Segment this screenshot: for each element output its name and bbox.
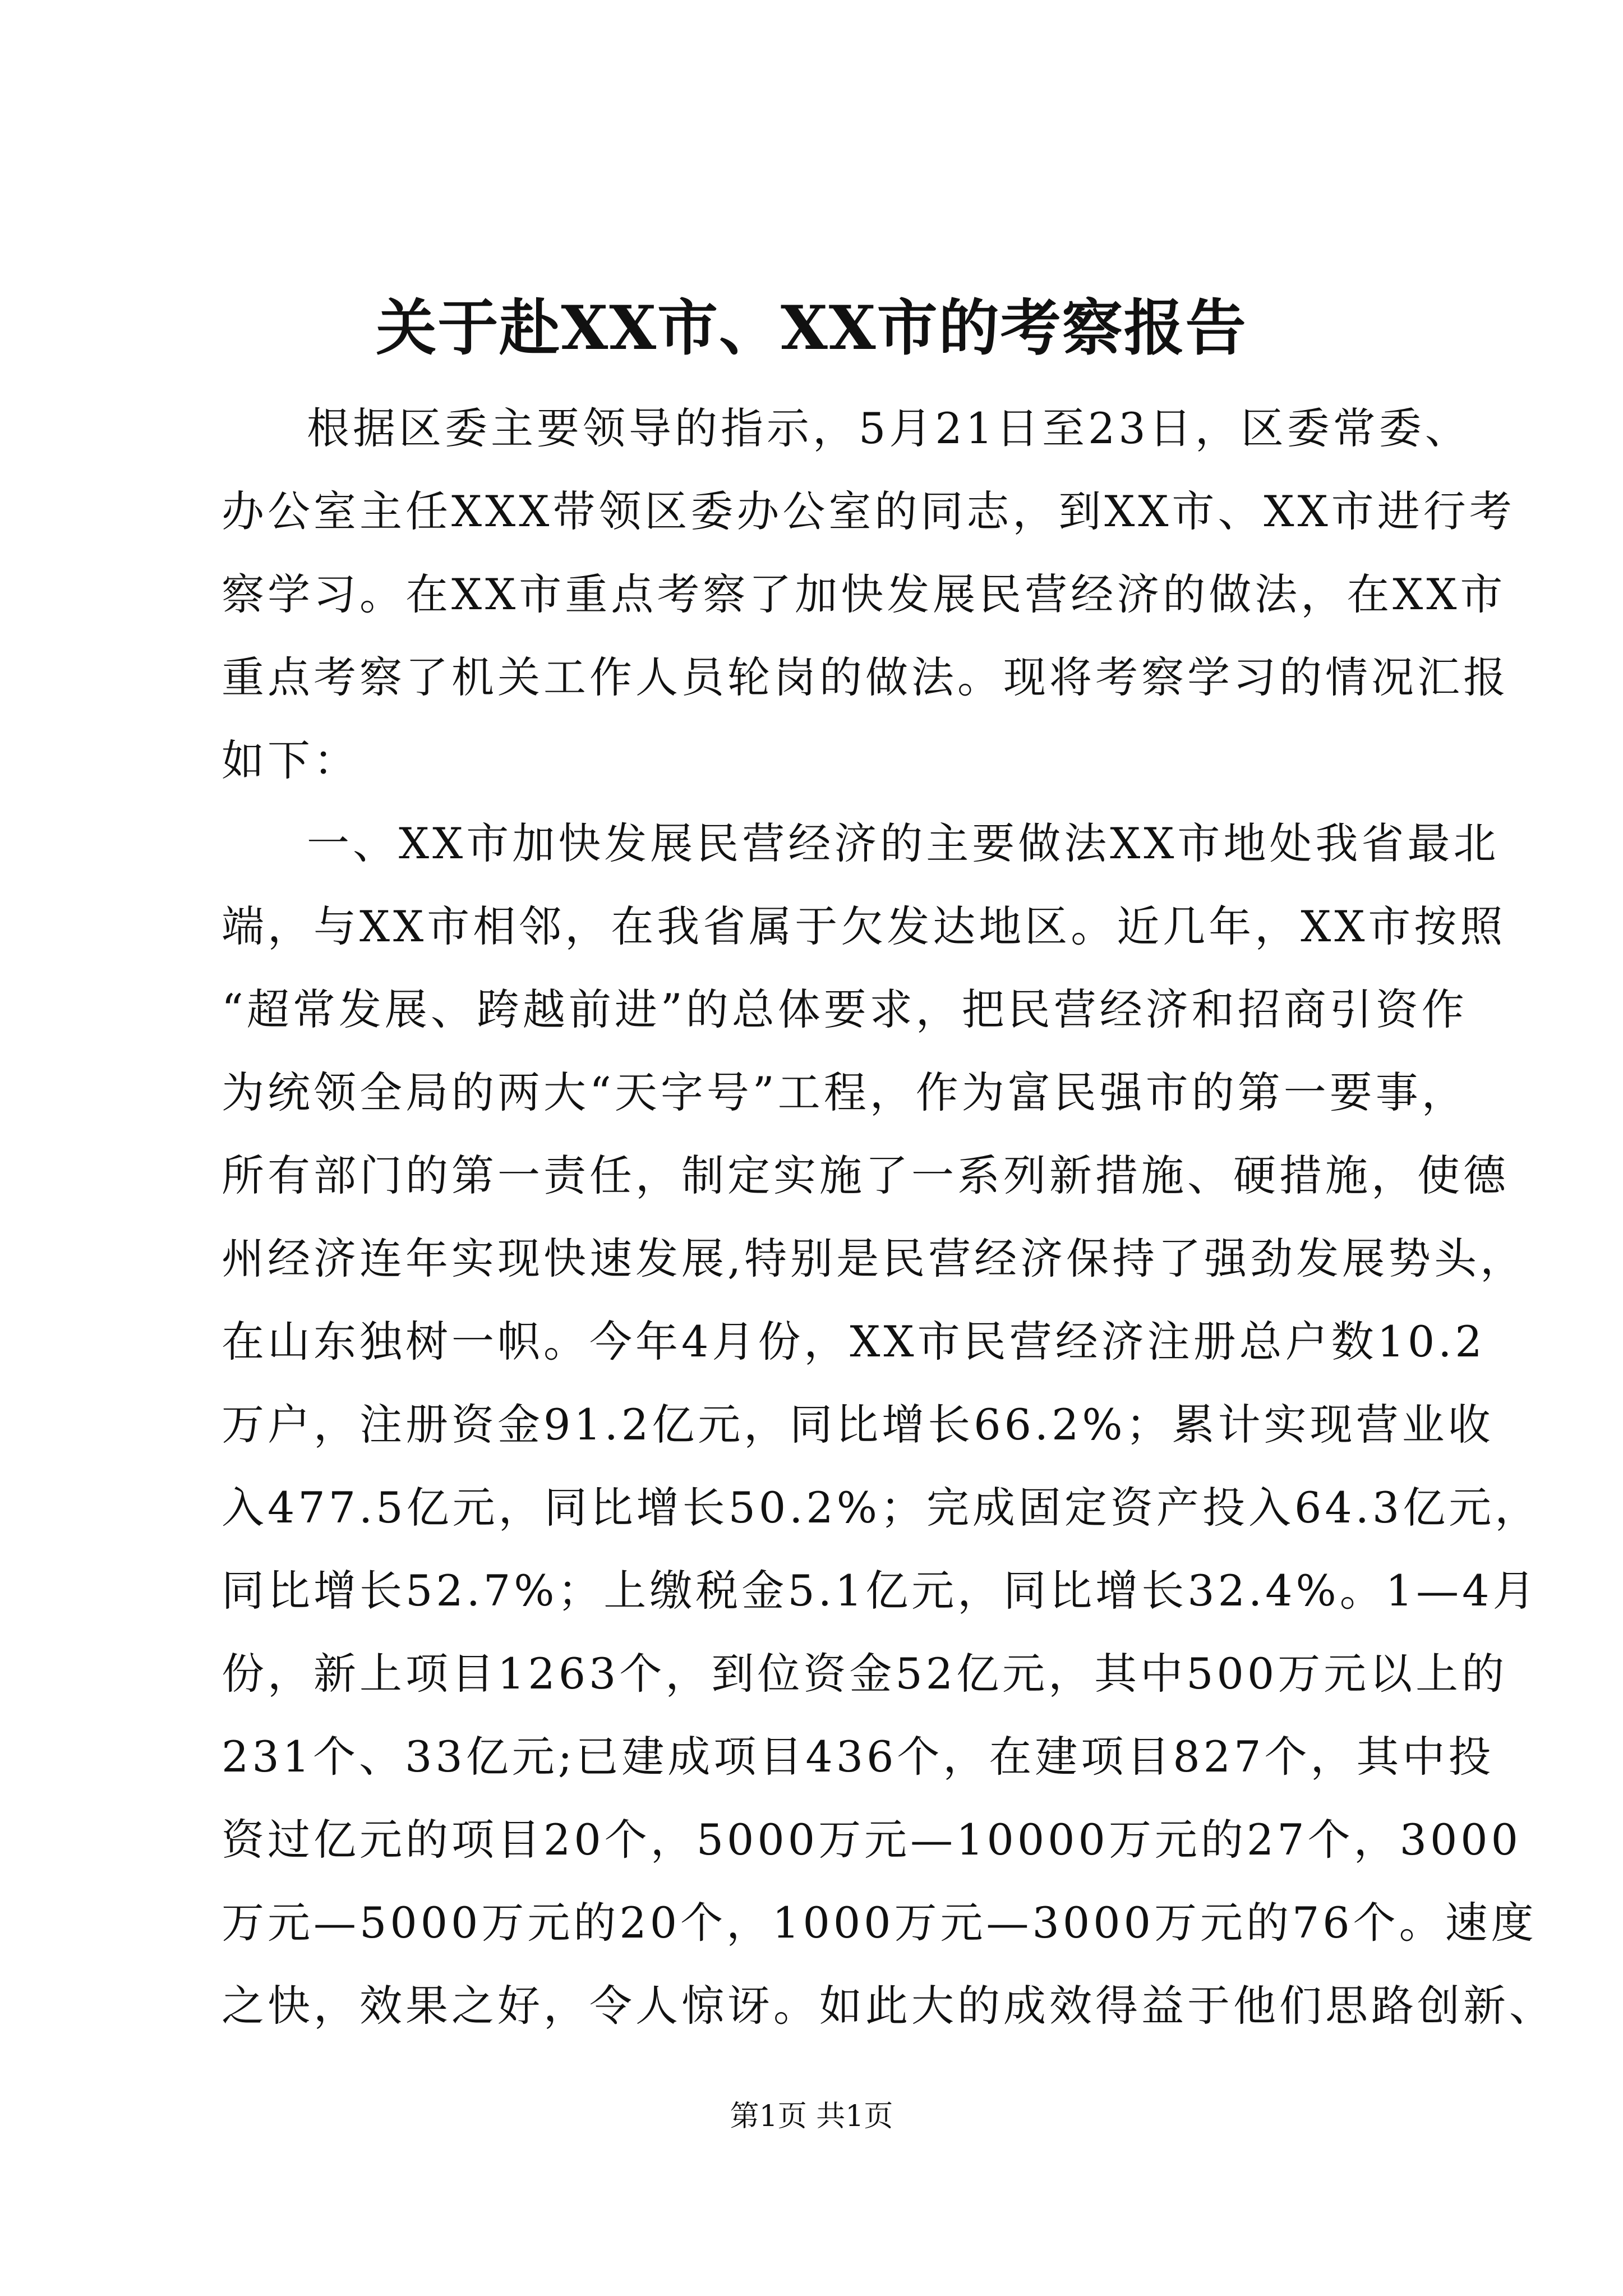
- text-line: 根据区委主要领导的指示，5月21日至23日，区委常委、: [307, 403, 1471, 453]
- text-line: 一、XX市加快发展民营经济的主要做法XX市地处我省最北: [307, 818, 1500, 868]
- text-line: 办公室主任XXX带领区委办公室的同志，到XX市、XX市进行考: [222, 486, 1515, 536]
- text-line: 资过亿元的项目20个，5000万元—10000万元的27个，3000: [222, 1815, 1522, 1865]
- text-line: 之快，效果之好，令人惊讶。如此大的成效得益于他们思路创新、: [222, 1981, 1555, 2031]
- text-line: 231个、33亿元;已建成项目436个，在建项目827个，其中投: [222, 1732, 1495, 1782]
- text-line: 端，与XX市相邻，在我省属于欠发达地区。近几年，XX市按照: [222, 901, 1506, 951]
- page-footer: 第1页 共1页: [730, 2100, 893, 2133]
- text-line: 万元—5000万元的20个，1000万元—3000万元的76个。速度: [222, 1898, 1537, 1948]
- text-line: 为统领全局的两大“天字号”工程，作为富民强市的第一要事，: [222, 1068, 1468, 1117]
- text-line: 所有部门的第一责任，制定实施了一系列新措施、硬措施，使德: [222, 1151, 1509, 1200]
- text-line: 同比增长52.7%；上缴税金5.1亿元，同比增长32.4%。1—4月: [222, 1566, 1539, 1616]
- text-line: “超常发展、跨越前进”的总体要求，把民营经济和招商引资作: [222, 984, 1468, 1034]
- text-line: 如下：: [222, 735, 359, 785]
- text-line: 察学习。在XX市重点考察了加快发展民营经济的做法，在XX市: [222, 569, 1506, 619]
- text-line: 州经济连年实现快速发展,特别是民营经济保持了强劲发展势头，: [222, 1234, 1527, 1283]
- text-line: 在山东独树一帜。今年4月份，XX市民营经济注册总户数10.2: [222, 1317, 1486, 1366]
- document-title: 关于赴XX市、XX市的考察报告: [376, 293, 1247, 364]
- document-body: [222, 387, 1555, 2047]
- text-line: 入477.5亿元，同比增长50.2%；完成固定资产投入64.3亿元，: [222, 1483, 1541, 1533]
- text-line: 万户，注册资金91.2亿元，同比增长66.2%；累计实现营业收: [222, 1400, 1494, 1450]
- text-line: 份，新上项目1263个，到位资金52亿元，其中500万元以上的: [222, 1649, 1508, 1699]
- text-line: 重点考察了机关工作人员轮岗的做法。现将考察学习的情况汇报: [222, 652, 1509, 702]
